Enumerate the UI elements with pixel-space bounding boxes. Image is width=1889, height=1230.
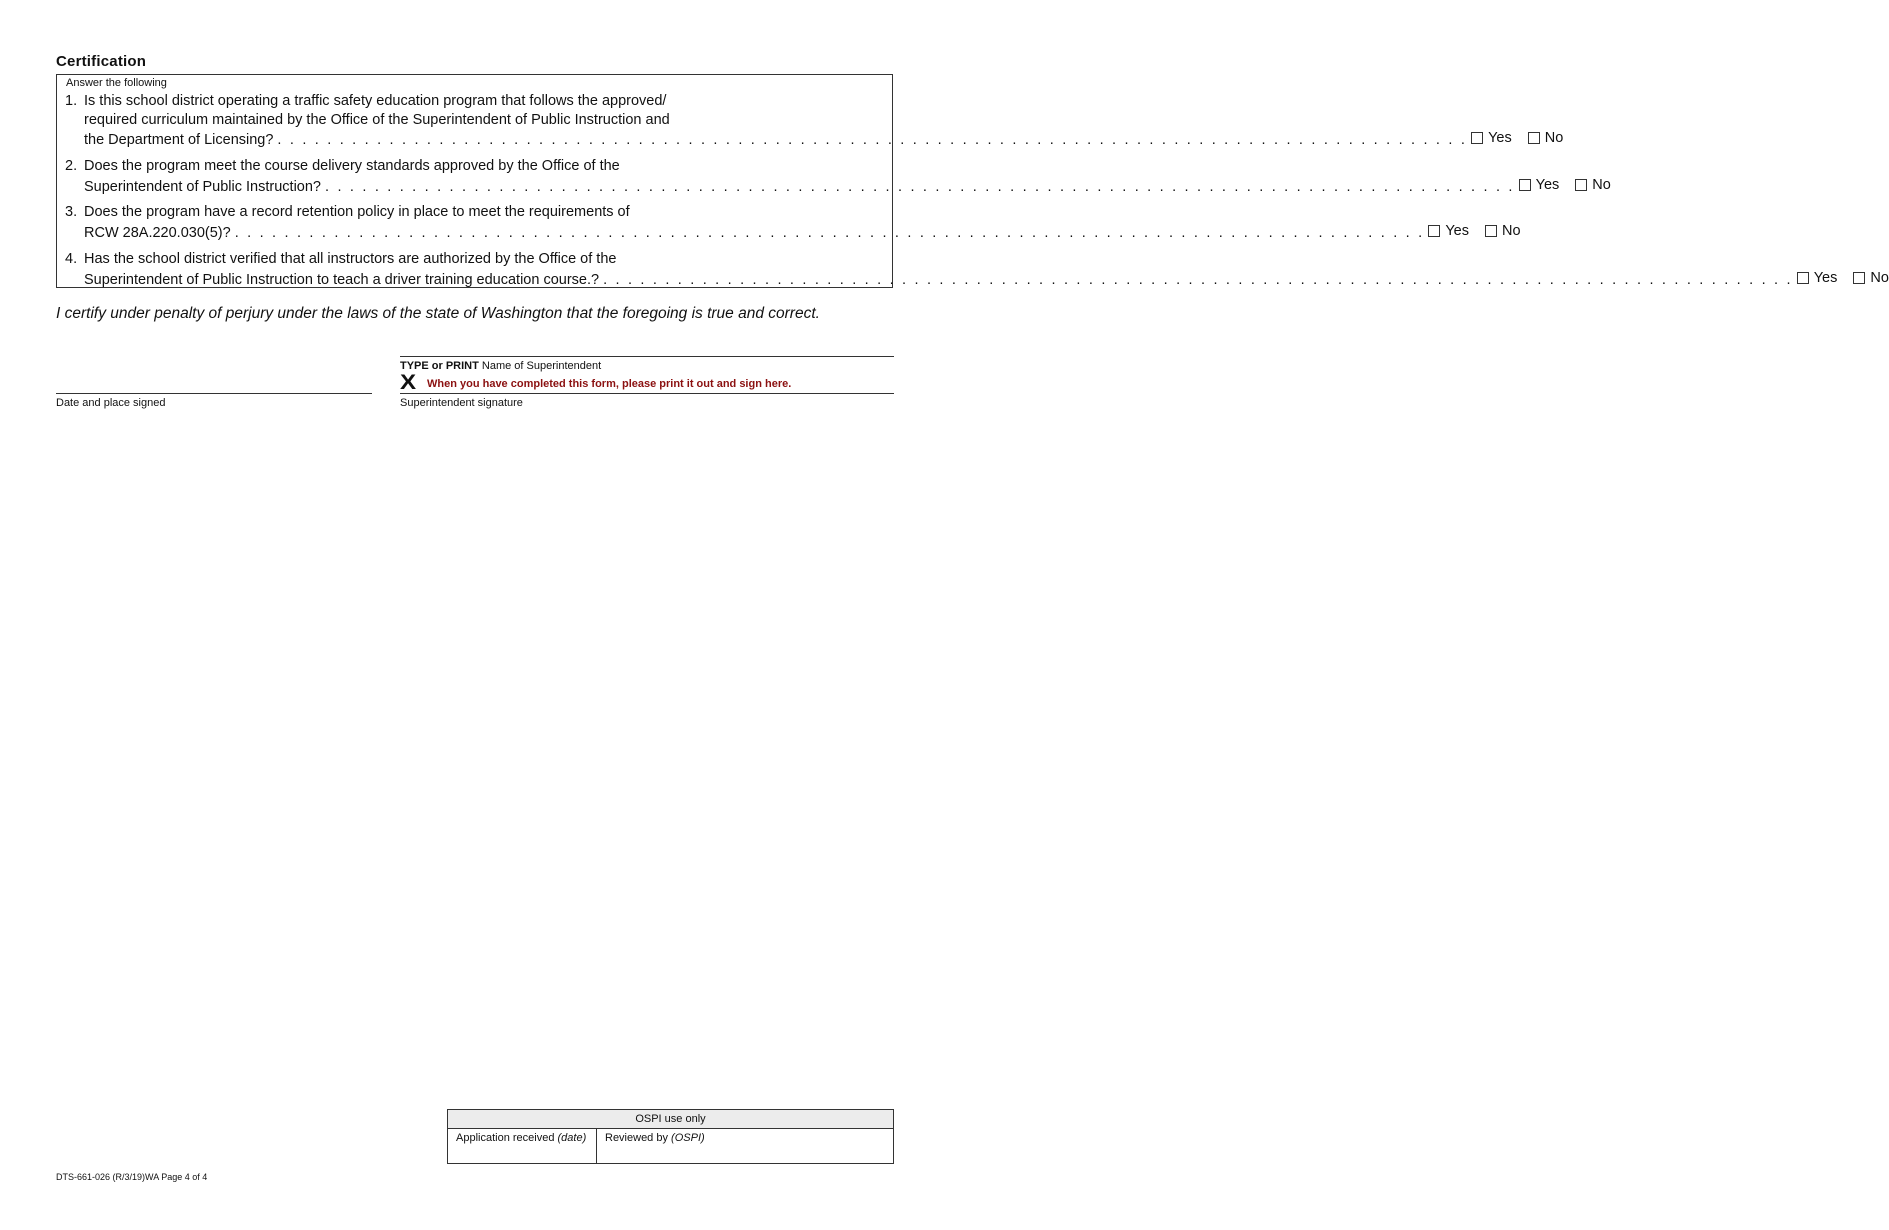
date-place-label: Date and place signed <box>56 397 166 409</box>
no-checkbox[interactable] <box>1575 179 1587 191</box>
question-text-line: Does the program meet the course delivery standards approved by the Office of the <box>84 158 620 174</box>
question-number: 3. <box>65 204 78 220</box>
yes-option[interactable] <box>1428 222 1469 241</box>
reviewed-by-label: Reviewed by <box>605 1132 672 1144</box>
certification-statement: I certify under penalty of perjury under the laws of the state of Washington that the foregoing is true and correct. <box>56 305 820 322</box>
question-number: 2. <box>65 158 78 174</box>
no-option[interactable] <box>1485 222 1521 241</box>
reviewed-by-hint: (OSPI) <box>671 1132 705 1144</box>
question-number: 1. <box>65 93 78 109</box>
no-option[interactable] <box>1528 129 1564 148</box>
yes-checkbox[interactable] <box>1519 179 1531 191</box>
no-label: No <box>1870 269 1889 286</box>
yes-label: Yes <box>1813 269 1838 286</box>
name-label-emphasis: TYPE or PRINT <box>400 360 479 372</box>
question-text-line: Is this school district operating a traffic safety education program that follows the approved/ <box>84 93 667 109</box>
yes-label: Yes <box>1488 130 1512 146</box>
signature-x-mark: X <box>400 371 417 394</box>
yes-option[interactable] <box>1797 269 1838 288</box>
leader-dots: . . . . . . . . . . . . . . . . . . . . . . . . . . . . . . . . . . . . . . . . . . . . . . . . . . . . . . . . . . . . . . . . . . . . . . . . . . . . . . . . . . . . . . . . . . . . . . . . <box>324 178 1515 195</box>
no-label: No <box>1502 222 1521 239</box>
leader-dots: . . . . . . . . . . . . . . . . . . . . . . . . . . . . . . . . . . . . . . . . . . . . . . . . . . . . . . . . . . . . . . . . . . . . . . . . . . . . . . . . . . . . . . . . . . . . . . . . <box>234 224 1425 241</box>
leader-dots: . . . . . . . . . . . . . . . . . . . . . . . . . . . . . . . . . . . . . . . . . . . . . . . . . . . . . . . . . . . . . . . . . . . . . . . . . . . . . . . . . . . . . . . . . . . . . . . . <box>277 132 1468 149</box>
yes-checkbox[interactable] <box>1428 225 1440 237</box>
signature-label: Superintendent signature <box>400 397 523 409</box>
reviewed-by-cell[interactable] <box>597 1129 893 1164</box>
ospi-use-only-box <box>447 1109 894 1164</box>
ospi-box-title: OSPI use only <box>448 1110 893 1129</box>
question-text-line: Superintendent of Public Instruction? <box>84 178 321 195</box>
question-text-line: Has the school district verified that all instructors are authorized by the Office of the <box>84 251 617 267</box>
question-text-line: RCW 28A.220.030(5)? <box>84 224 231 241</box>
section-heading: Certification <box>56 53 147 70</box>
sign-here-note: When you have completed this form, please print it out and sign here. <box>427 378 792 390</box>
no-checkbox[interactable] <box>1853 272 1865 284</box>
instruction-text: Answer the following <box>66 77 167 89</box>
form-footer-id: DTS-661-026 (R/3/19)WA Page 4 of 4 <box>56 1172 208 1182</box>
yes-checkbox[interactable] <box>1471 132 1483 144</box>
leader-dots: . . . . . . . . . . . . . . . . . . . . . . . . . . . . . . . . . . . . . . . . . . . . . . . . . . . . . . . . . . . . . . . . . . . . . . . . . . . . . . . . . . . . . . . . . . . . . . . . <box>603 271 1793 288</box>
signature-field-line[interactable] <box>400 393 894 394</box>
date-place-field-line[interactable] <box>56 393 372 394</box>
yes-option[interactable] <box>1471 129 1512 148</box>
question-text-line: required curriculum maintained by the Office of the Superintendent of Public Instruction and <box>84 111 670 128</box>
question-text-line: Superintendent of Public Instruction to teach a driver training education course.? <box>84 271 600 288</box>
name-field-line[interactable] <box>400 356 894 357</box>
application-received-hint: (date) <box>557 1132 587 1144</box>
yes-label: Yes <box>1535 176 1560 193</box>
question-text-line: the Department of Licensing? <box>84 132 274 149</box>
yes-checkbox[interactable] <box>1797 272 1809 284</box>
no-checkbox[interactable] <box>1528 132 1540 144</box>
no-label: No <box>1592 176 1611 193</box>
yes-label: Yes <box>1445 222 1469 239</box>
application-received-label: Application received <box>456 1132 558 1144</box>
no-option[interactable] <box>1853 269 1889 288</box>
no-option[interactable] <box>1575 176 1611 195</box>
yes-option[interactable] <box>1519 176 1560 195</box>
no-checkbox[interactable] <box>1485 225 1497 237</box>
questions-box <box>56 74 1889 288</box>
name-label-text: Name of Superintendent <box>478 360 602 372</box>
application-received-cell[interactable] <box>448 1129 597 1164</box>
name-field-label <box>400 360 601 372</box>
no-label: No <box>1544 130 1564 146</box>
question-text-line: Does the program have a record retention policy in place to meet the requirements of <box>84 204 630 220</box>
question-number: 4. <box>65 251 78 267</box>
